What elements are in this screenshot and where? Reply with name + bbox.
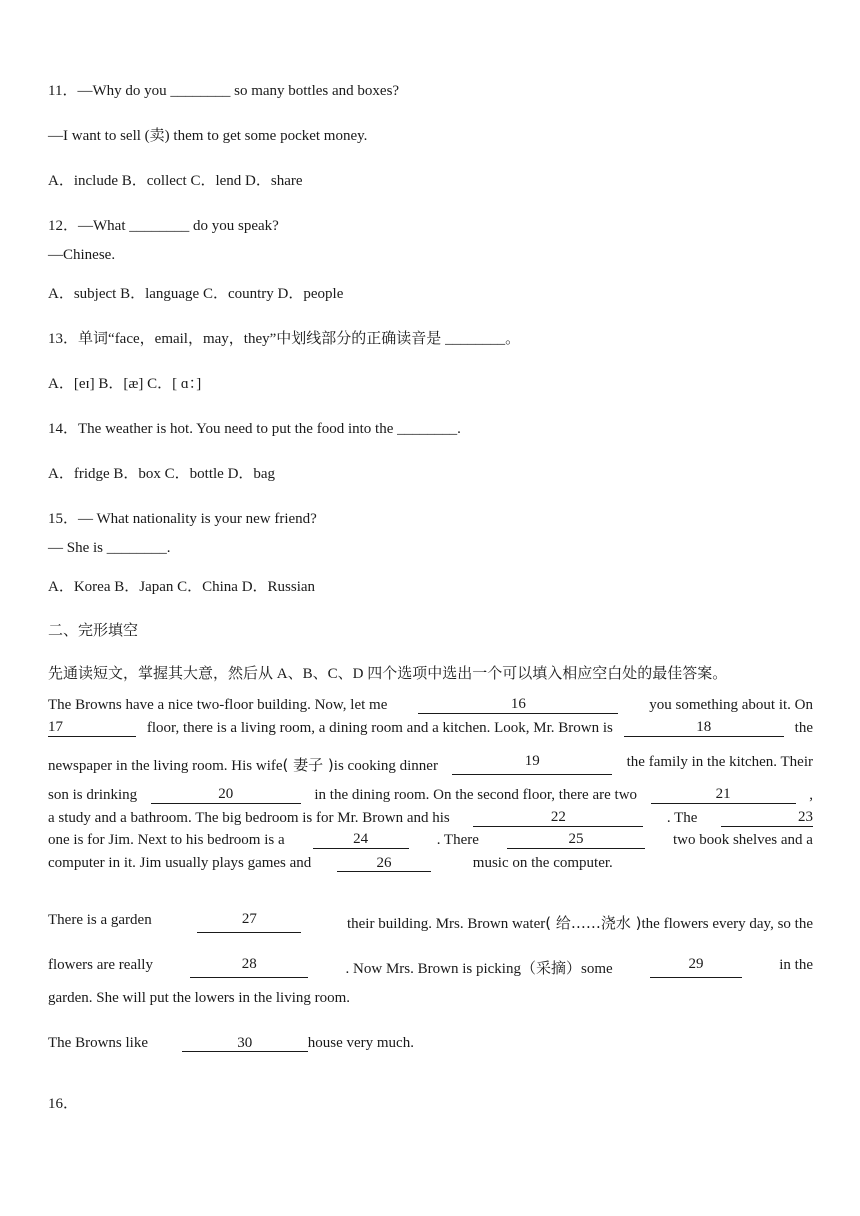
q15-reply: — She is ________. — [48, 540, 171, 556]
passage-line-8: There is a garden 27 their building. Mrs. Brown water( 给……浇水 )the flowers every day, so the — [48, 911, 813, 932]
blank-23[interactable]: 23 — [721, 810, 813, 827]
passage-line-9: flowers are really 28 . Now Mrs. Brown is picking（采摘）some 29 in the — [48, 956, 813, 977]
passage-line-2: 17 floor, there is a living room, a dining room and a kitchen. Look, Mr. Brown is 18 the — [48, 719, 813, 736]
q15-stem: 15．— What nationality is your new friend? — [48, 511, 317, 527]
blank-20[interactable]: 20 — [151, 787, 301, 804]
blank-29[interactable]: 29 — [650, 957, 742, 978]
q15-options: A．Korea B．Japan C．China D．Russian — [48, 579, 316, 595]
blank-24[interactable]: 24 — [313, 832, 409, 849]
q12-reply: —Chinese. — [48, 247, 116, 263]
blank-27[interactable]: 27 — [197, 912, 301, 933]
passage-line-1: The Browns have a nice two-floor building. Now, let me 16 you something about it. On — [48, 696, 813, 713]
q14-options: A．fridge B．box C．bottle D．bag — [48, 466, 276, 482]
passage-line-7: computer in it. Jim usually plays games and 26 music on the computer. — [48, 855, 613, 871]
blank-26[interactable]: 26 — [337, 856, 431, 872]
section-instruction: 先通读短文，掌握其大意，然后从 A、B、C、D 四个选项中选出一个可以填入相应空白处的最佳答案。 — [48, 664, 728, 682]
passage-line-10: garden. She will put the lowers in the living room. — [48, 990, 351, 1006]
passage-line-6: one is for Jim. Next to his bedroom is a 24 . There 25 two book shelves and a — [48, 831, 813, 848]
blank-25[interactable]: 25 — [507, 832, 645, 849]
blank-22[interactable]: 22 — [473, 810, 643, 827]
passage-line-3: newspaper in the living room. His wife( 妻子 )is cooking dinner 19 the family in the kitchen. Their — [48, 753, 813, 774]
blank-17[interactable]: 17 — [48, 720, 136, 737]
q12-options: A．subject B．language C．country D．people — [48, 286, 344, 302]
q11-stem: 11．—Why do you ________ so many bottles and boxes? — [48, 83, 400, 99]
blank-16[interactable]: 16 — [418, 697, 618, 714]
q11-reply: —I want to sell (卖) them to get some pocket money. — [48, 126, 368, 144]
passage-line-11: The Browns like 30 house very much. — [48, 1035, 414, 1051]
blank-30[interactable]: 30 — [182, 1036, 308, 1052]
passage-line-5: a study and a bathroom. The big bedroom is for Mr. Brown and his 22 . The 23 — [48, 809, 813, 826]
passage-line-4: son is drinking 20 in the dining room. On the second floor, there are two 21 , — [48, 786, 813, 803]
blank-19[interactable]: 19 — [452, 754, 612, 775]
q14-stem: 14．The weather is hot. You need to put the food into the ________. — [48, 421, 461, 437]
blank-21[interactable]: 21 — [651, 787, 796, 804]
q13-options: A．[eɪ] B．[æ] C．[ ɑ：] — [48, 376, 202, 392]
q11-options: A．include B．collect C．lend D．share — [48, 173, 303, 189]
q13-stem: 13．单词“face，email，may，they”中划线部分的正确读音是 ________。 — [48, 329, 521, 347]
blank-18[interactable]: 18 — [624, 720, 784, 737]
blank-28[interactable]: 28 — [190, 957, 308, 978]
section-title: 二、完形填空 — [48, 621, 139, 639]
q12-stem: 12．—What ________ do you speak? — [48, 218, 279, 234]
q16-number: 16． — [48, 1096, 79, 1112]
